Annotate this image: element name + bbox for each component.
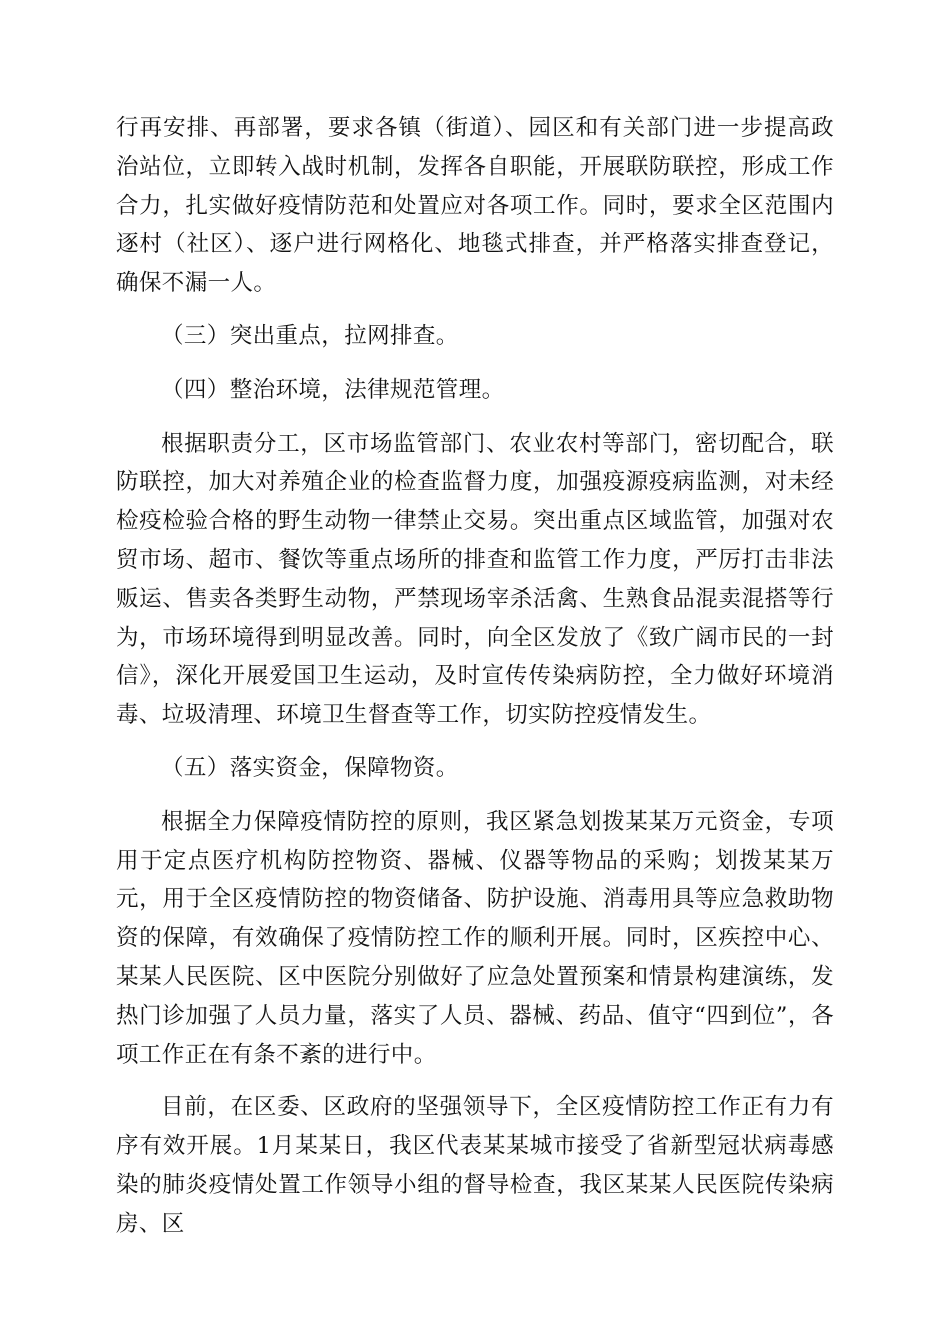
paragraph-environment: 根据职责分工，区市场监管部门、农业农村等部门，密切配合，联防联控，加大对养殖企业的检查监督力度，加强疫源疫病监测，对未经检疫检验合格的野生动物一律禁止交易。突出重点区域监管，加强对农贸市场、超市、餐饮等重点场所的排查和监管工作力度，严厉打击非法贩运、售卖各类野生动物，严禁现场宰杀活禽、生熟食品混卖混搭等行为，市场环境得到明显改善。同时，向全区发放了《致广阔市民的一封信》，深化开展爱国卫生运动，及时宣传传染病防控，全力做好环境消毒、垃圾清理、环境卫生督查等工作，切实防控疫情发生。	[116, 430, 834, 729]
paragraph-current-status: 目前，在区委、区政府的坚强领导下，全区疫情防控工作正有力有序有效开展。1月某某日，我区代表某某城市接受了省新型冠状病毒感染的肺炎疫情处置工作领导小组的督导检查，我区某某人民医院传染病房、区	[116, 1094, 834, 1237]
section-heading-5: （五）落实资金，保障物资。	[161, 754, 459, 781]
document-body	[116, 109, 834, 1258]
section-heading-3: （三）突出重点，拉网排查。	[161, 322, 459, 349]
paragraph-continuation: 行再安排、再部署，要求各镇（街道）、园区和有关部门进一步提高政治站位，立即转入战时机制，发挥各自职能，开展联防联控，形成工作合力，扎实做好疫情防范和处置应对各项工作。同时，要求全区范围内逐村（社区）、逐户进行网格化、地毯式排查，并严格落实排查登记，确保不漏一人。	[116, 115, 834, 297]
section-heading-4: （四）整治环境，法律规范管理。	[161, 376, 505, 403]
paragraph-funding: 根据全力保障疫情防控的原则，我区紧急划拨某某万元资金，专项用于定点医疗机构防控物资、器械、仪器等物品的采购；划拨某某万元，用于全区疫情防控的物资储备、防护设施、消毒用具等应急救助物资的保障，有效确保了疫情防控工作的顺利开展。同时，区疾控中心、某某人民医院、区中医院分别做好了应急处置预案和情景构建演练，发热门诊加强了人员力量，落实了人员、器械、药品、值守“四到位”，各项工作正在有条不紊的进行中。	[116, 808, 834, 1068]
